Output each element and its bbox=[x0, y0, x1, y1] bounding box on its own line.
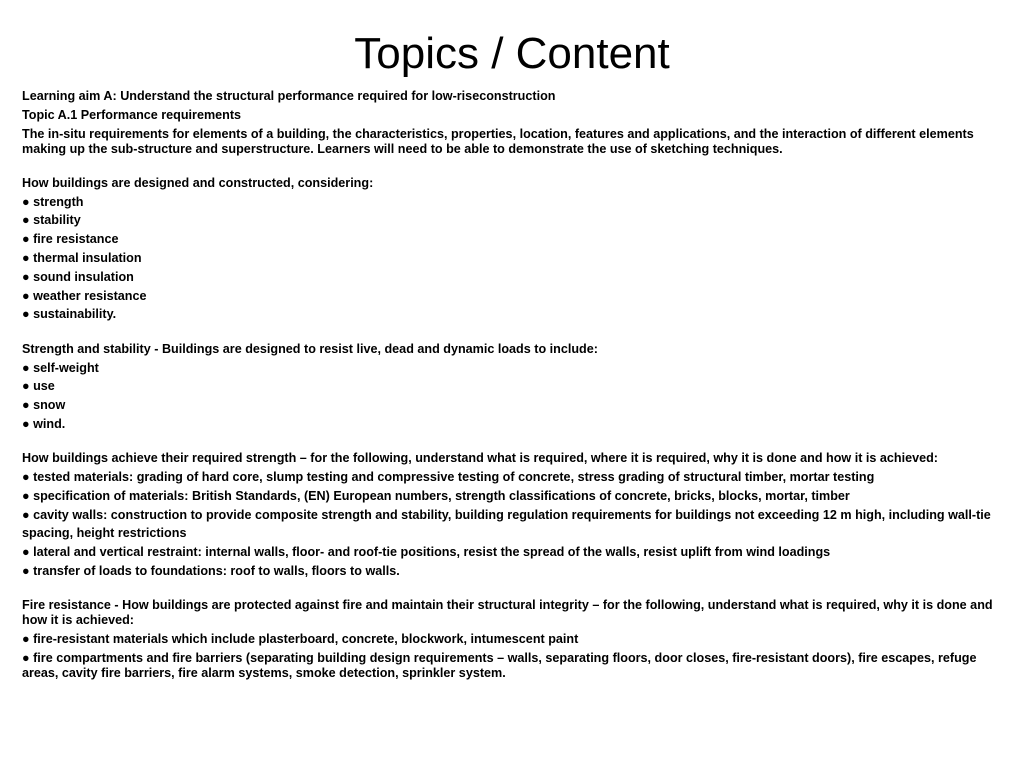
content-block-fire bbox=[22, 598, 1006, 681]
bullet-item: ● thermal insulation bbox=[22, 251, 142, 266]
bullet-item: ● strength bbox=[22, 194, 84, 209]
learning-aim-line: Learning aim A: Understand the structural performance required for low-riseconstruction bbox=[22, 89, 556, 103]
bullet-item: ● fire resistance bbox=[22, 232, 119, 247]
bullet-item: ● transfer of loads to foundations: roof to walls, floors to walls. bbox=[22, 564, 400, 579]
bullet-item: ● sustainability. bbox=[22, 307, 117, 322]
bullet-item: ● fire compartments and fire barriers (separating building design requirements – walls, separating floors, door closes, fire-resistant doors), fire escapes, refuge areas, cavity fire barriers, fire alarm systems, smoke detection, sprinkler system. bbox=[22, 650, 977, 680]
content-block-strength bbox=[22, 451, 1006, 579]
spacer bbox=[22, 160, 1006, 176]
content-block-loads bbox=[22, 342, 1006, 432]
content-block-design bbox=[22, 176, 1006, 323]
design-heading: How buildings are designed and constructed, considering: bbox=[22, 175, 374, 190]
continuation-line: spacing, height restrictions bbox=[22, 526, 187, 541]
bullet-item: ● snow bbox=[22, 398, 66, 413]
bullet-item: ● use bbox=[22, 379, 55, 394]
bullet-item: ● wind. bbox=[22, 416, 66, 431]
topic-heading: Topic A.1 Performance requirements bbox=[22, 107, 242, 122]
spacer bbox=[22, 326, 1006, 342]
strength-heading: How buildings achieve their required strength – for the following, understand what is required, where it is required, why it is done and how it is achieved: bbox=[22, 451, 938, 466]
fire-heading: Fire resistance - How buildings are protected against fire and maintain their structural integrity – for the following, understand what is required, why it is done and how it is achieved: bbox=[22, 598, 993, 628]
bullet-item: ● stability bbox=[22, 213, 81, 228]
spacer bbox=[22, 583, 1006, 599]
bullet-item: ● sound insulation bbox=[22, 269, 134, 284]
spacer bbox=[22, 436, 1006, 452]
bullet-item: ● fire-resistant materials which include plasterboard, concrete, blockwork, intumescent paint bbox=[22, 632, 579, 647]
bullet-item: ● cavity walls: construction to provide composite strength and stability, building regulation requirements for buildings not exceeding 12 m high, including wall-tie bbox=[22, 507, 991, 522]
topic-description: The in-situ requirements for elements of a building, the characteristics, properties, location, features and applications, and the interaction of different elements making up the sub-structure and superstructure. Learners will need to be able to demonstrate the use of sketching techniques. bbox=[22, 126, 974, 156]
content-block-intro bbox=[22, 89, 1006, 157]
bullet-item: ● weather resistance bbox=[22, 288, 147, 303]
bullet-item: ● specification of materials: British Standards, (EN) European numbers, strength classifications of concrete, bricks, blocks, mortar, timber bbox=[22, 488, 850, 503]
bullet-item: ● lateral and vertical restraint: internal walls, floor- and roof-tie positions, resist the spread of the walls, resist uplift from wind loadings bbox=[22, 545, 831, 560]
slide-content bbox=[22, 89, 1006, 685]
bullet-item: ● tested materials: grading of hard core, slump testing and compressive testing of concrete, stress grading of structural timber, mortar testing bbox=[22, 470, 875, 485]
slide-title: Topics / Content bbox=[354, 29, 670, 78]
bullet-item: ● self-weight bbox=[22, 360, 99, 375]
loads-heading: Strength and stability - Buildings are designed to resist live, dead and dynamic loads to include: bbox=[22, 341, 598, 356]
